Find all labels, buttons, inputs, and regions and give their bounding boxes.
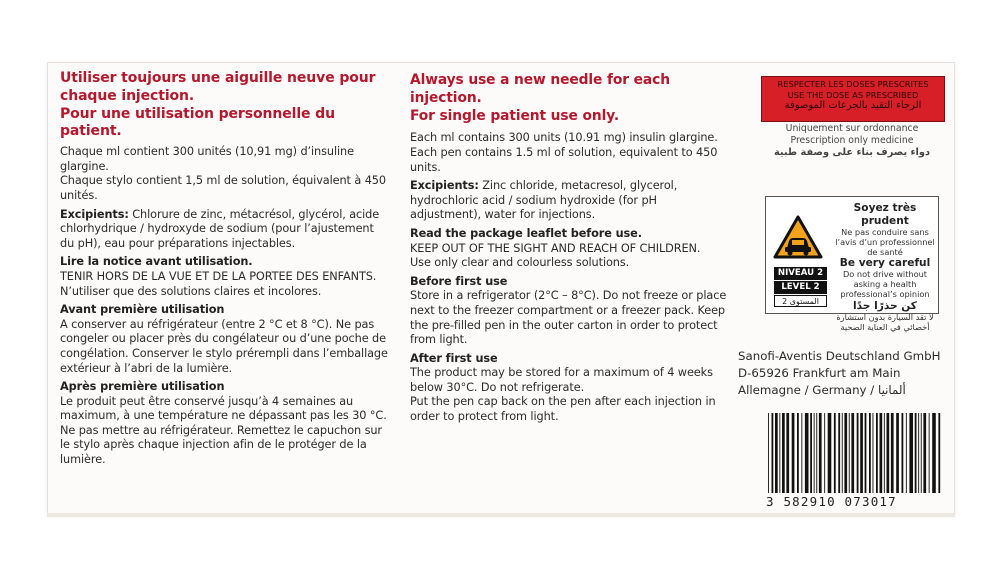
barcode-bar (896, 413, 899, 493)
barcode-bar (902, 413, 904, 493)
barcode-bar (828, 413, 832, 493)
english-before-label: Before first use (410, 274, 508, 288)
barcode-bar (857, 413, 859, 493)
manufacturer-country: Allemagne / Germany / ألمانيا (738, 383, 906, 398)
barcode-bar (801, 413, 802, 493)
english-column (410, 72, 730, 425)
prescription-ar: دواء يصرف بناء على وصفة طبية (773, 147, 931, 159)
barcode-bar (816, 413, 817, 493)
prescription-note (761, 123, 943, 160)
french-before-text: A conserver au réfrigérateur (entre 2 °C et 8 °C). Ne pas congeler ou placer près du congélateur ou d’une poche de congélation. Conserver le stylo prérempli dans l’emballage extérieur à l’abri de la lumière. (60, 317, 388, 375)
barcode-bar (860, 413, 863, 493)
barcode-bar (865, 413, 867, 493)
barcode-bar (786, 413, 789, 493)
french-leaflet-text: TENIR HORS DE LA VUE ET DE LA PORTEE DES ENFANTS. N’utiliser que des solutions claires et incolores. (60, 269, 377, 298)
french-leaflet-label: Lire la notice avant utilisation. (60, 255, 253, 269)
level-en-label: LEVEL 2 (774, 281, 827, 294)
driving-fr-text: Ne pas conduire sans l’avis d’un professionnel de santé (835, 227, 935, 257)
english-after-label: After first use (410, 351, 498, 365)
barcode-bar (884, 413, 885, 493)
barcode-bar (929, 413, 930, 493)
barcode-bar (772, 413, 774, 493)
barcode-bar (876, 413, 878, 493)
french-excipients-text: Chlorure de zinc, métacrésol, glycérol, acide chlorhydrique / hydroxyde de sodium (pour l’ajustement du pH), eau pour préparations injectables. (60, 207, 380, 250)
manufacturer-city: D-65926 Frankfurt am Main (738, 366, 901, 381)
french-excipients (60, 208, 390, 252)
barcode-bar (792, 413, 795, 493)
barcode-bar (909, 413, 913, 493)
english-leaflet-label: Read the package leaflet before use. (410, 226, 642, 240)
english-before-text: Store in a refrigerator (2°C – 8°C). Do not freeze or place next to the freezer compartment or a freezer pack. Keep the pre-filled pen in the outer carton in order to protect from light. (410, 289, 727, 347)
barcode-bar (814, 413, 815, 493)
manufacturer-address (738, 348, 948, 400)
barcode-bar (842, 413, 843, 493)
english-excipients (410, 179, 730, 223)
barcode-bar (844, 413, 847, 493)
prescription-fr: Uniquement sur ordonnance (785, 123, 919, 134)
barcode-bar (775, 413, 778, 493)
driving-en-title: Be very careful (839, 257, 931, 270)
barcode-bar (887, 413, 890, 493)
level-ar-label: المستوى 2 (774, 295, 827, 307)
dose-warning-box (761, 76, 945, 122)
barcode-bar (810, 413, 812, 493)
barcode-bar (834, 413, 836, 493)
english-heading: Always use a new needle for each injection. For single patient use only. (410, 72, 670, 124)
warning-en: USE THE DOSE AS PRESCRIBED (787, 89, 919, 100)
french-heading: Utiliser toujours une aiguille neuve pour chaque injection. Pour une utilisation personnelle du patient. (60, 70, 376, 140)
french-after-label: Après première utilisation (60, 380, 225, 394)
english-leaflet-text: KEEP OUT OF THE SIGHT AND REACH OF CHILDREN. Use only clear and colourless solutions. (410, 241, 701, 270)
barcode-bar (880, 413, 883, 493)
french-column (60, 70, 390, 468)
driving-en-text: Do not drive without asking a health professional’s opinion (840, 269, 930, 299)
english-excipients-label: Excipients: (410, 179, 479, 193)
barcode-bar (838, 413, 840, 493)
french-before-label: Avant première utilisation (60, 303, 225, 317)
barcode-bar (891, 413, 894, 493)
barcode-bar (873, 413, 874, 493)
barcode-bar (915, 413, 917, 493)
barcode (766, 413, 941, 493)
barcode-bar (768, 413, 769, 493)
french-excipients-label: Excipients: (60, 207, 129, 221)
english-composition: Each ml contains 300 units (10.91 mg) insulin glargine. Each pen contains 1.5 ml of solution, equivalent to 450 units. (410, 131, 718, 174)
barcode-bar (923, 413, 926, 493)
barcode-bar (805, 413, 809, 493)
barcode-bar (797, 413, 799, 493)
barcode-bar (824, 413, 825, 493)
driving-warning-text (834, 202, 936, 332)
driving-warning-box (765, 196, 939, 332)
english-after-text: The product may be stored for a maximum of 4 weeks below 30°C. Do not refrigerate. Put the pen cap back on the pen after each injection in order to protect from light. (410, 366, 716, 424)
driving-ar-title: كن حذرًا جدًا (853, 299, 917, 312)
barcode-bar (869, 413, 871, 493)
french-composition: Chaque ml contient 300 unités (10,91 mg) d’insuline glargine. Chaque stylo contient 1,5 ml de solution, équivalent à 450 unités. (60, 145, 386, 202)
barcode-bar (906, 413, 907, 493)
manufacturer-name: Sanofi-Aventis Deutschland GmbH (738, 349, 941, 363)
barcode-bar (938, 413, 940, 493)
warning-ar: الرجاء التقيد بالجرعات الموصوفة (784, 100, 922, 111)
driving-ar-text: لا تقد السيارة بدون استشارة أخصائي في العناية الصحية (836, 311, 934, 332)
level-fr-label: NIVEAU 2 (774, 267, 827, 280)
prescription-en: Prescription only medicine (790, 135, 914, 147)
driving-fr-title: Soyez très prudent (853, 202, 917, 227)
english-excipients-text: Zinc chloride, metacresol, glycerol, hydrochloric acid / sodium hydroxide (for pH adjustment), water for injections. (410, 179, 678, 222)
barcode-bar (819, 413, 822, 493)
barcode-number: 3 582910 073017 (766, 494, 897, 509)
barcode-bar (779, 413, 780, 493)
barcode-bar (932, 413, 936, 493)
barcode-bar (918, 413, 919, 493)
warning-fr: RESPECTER LES DOSES PRESCRITES (777, 79, 929, 89)
carton-edge (47, 513, 955, 517)
french-after-text: Le produit peut être conservé jusqu’à 4 semaines au maximum, à une température ne dépassant pas les 30 °C. Ne pas mettre au réfrigérateur. Remettez le capuchon sur le stylo après chaque injection afin de le protéger de la lumière. (60, 394, 387, 467)
barcode-bar (849, 413, 850, 493)
barcode-bar (921, 413, 922, 493)
barcode-bar (851, 413, 854, 493)
car-warning-icon (773, 215, 823, 259)
barcode-bar (782, 413, 785, 493)
